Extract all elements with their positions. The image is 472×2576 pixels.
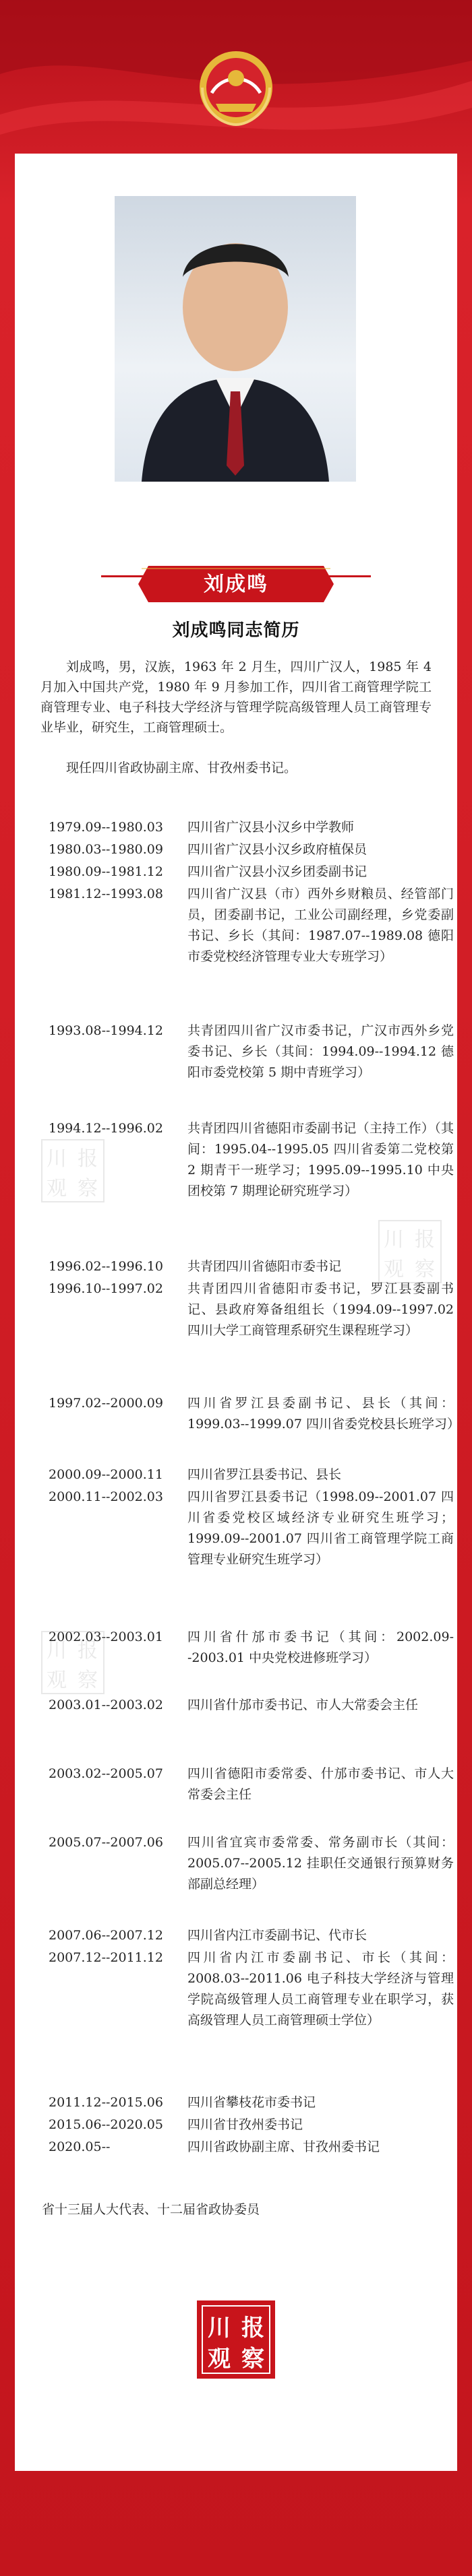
- resume-current-position: 现任四川省政协副主席、甘孜州委书记。: [66, 761, 297, 775]
- entry-date: 2020.05--: [49, 2139, 111, 2154]
- entry-desc: 共青团四川省德阳市委书记: [187, 1259, 342, 1274]
- entry-desc: 四川省内江市委副书记、代市长: [187, 1928, 367, 1943]
- entry-date: 2003.02--2005.07: [49, 1766, 163, 1781]
- entry-desc: 四川省罗江县委书记、县长: [187, 1467, 342, 1482]
- entry-date: 2011.12--2015.06: [49, 2095, 163, 2110]
- entry-desc: 四川省罗江县委书记（1998.09--2001.07 四川省委党校区域经济专业研究生班学习；1999.09--2001.07 四川省工商管理学院工商管理专业研究生班学习）: [187, 1489, 454, 1567]
- svg-text:观: 观: [384, 1258, 404, 1281]
- entry-desc: 四川省宜宾市委常委、常务副市长（其间：2005.07--2005.12 挂职任交通银行预算财务部副总经理）: [187, 1835, 454, 1892]
- cppcc-emblem-icon: [196, 47, 276, 128]
- entry-date: 2015.06--2020.05: [49, 2117, 163, 2132]
- entry-date: 2005.07--2007.06: [49, 1835, 163, 1850]
- svg-text:察: 察: [78, 1177, 98, 1200]
- entry-desc: 四川省罗江县委副书记、县长（其间：1999.03--1999.07 四川省委党校县长班学习）: [187, 1396, 461, 1431]
- svg-text:川: 川: [47, 1639, 67, 1663]
- person-name: 刘成鸣: [204, 573, 268, 596]
- entry-date: 1996.02--1996.10: [49, 1259, 163, 1274]
- entry-date: 1996.10--1997.02: [49, 1281, 163, 1296]
- svg-text:川: 川: [208, 2315, 231, 2342]
- entry-desc: 四川省攀枝花市委书记: [187, 2095, 316, 2110]
- portrait-illustration: [115, 196, 356, 482]
- entry-date: 1980.09--1981.12: [49, 864, 163, 879]
- entry-date: 2003.01--2003.02: [49, 1698, 163, 1712]
- portrait-photo: [115, 196, 356, 482]
- entry-date: 1979.09--1980.03: [49, 820, 163, 835]
- svg-text:报: 报: [241, 2315, 264, 2342]
- svg-text:报: 报: [415, 1228, 435, 1252]
- entry-desc: 共青团四川省广汉市委书记，广汉市西外乡党委书记、乡长（其间：1994.09--1994.12 德阳市委党校第 5 期中青班学习）: [187, 1023, 454, 1080]
- watermark-logo-icon: [378, 1219, 442, 1284]
- entry-desc: 四川省广汉县小汉乡中学教师: [187, 820, 355, 835]
- svg-text:川: 川: [47, 1147, 67, 1171]
- footer-note: 省十三届人大代表、十二届省政协委员: [42, 2202, 260, 2217]
- entry-desc: 四川省甘孜州委书记: [187, 2117, 303, 2132]
- entry-desc: 四川省什邡市委书记（其间：2002.09--2003.01 中央党校进修班学习）: [187, 1630, 454, 1665]
- watermark-logo-icon: [40, 1630, 105, 1695]
- entry-desc: 四川省政协副主席、甘孜州委书记: [187, 2139, 380, 2154]
- entry-desc: 四川省广汉县小汉乡团委副书记: [187, 864, 367, 879]
- entry-date: 1994.12--1996.02: [49, 1121, 163, 1136]
- entry-date: 1997.02--2000.09: [49, 1396, 163, 1411]
- entry-date: 2000.11--2002.03: [49, 1489, 163, 1504]
- entry-date: 2002.03--2003.01: [49, 1630, 163, 1644]
- svg-text:察: 察: [415, 1258, 435, 1281]
- entry-desc: 四川省广汉县小汉乡政府植保员: [187, 842, 367, 857]
- svg-text:川: 川: [384, 1228, 404, 1252]
- entry-desc: 共青团四川省德阳市委书记，罗江县委副书记、县政府筹备组组长（1994.09--1997.02 四川大学工商管理系研究生课程班学习）: [187, 1281, 454, 1338]
- chuanbao-seal-icon: [197, 2300, 275, 2379]
- svg-text:察: 察: [78, 1669, 98, 1692]
- entry-date: 1993.08--1994.12: [49, 1023, 163, 1038]
- entry-date: 2000.09--2000.11: [49, 1467, 163, 1482]
- entry-date: 2007.06--2007.12: [49, 1928, 163, 1943]
- entry-date: 1981.12--1993.08: [49, 887, 163, 901]
- entry-date: 2007.12--2011.12: [49, 1950, 163, 1965]
- svg-text:观: 观: [208, 2346, 231, 2373]
- entry-desc: 四川省德阳市委常委、什邡市委书记、市人大常委会主任: [187, 1766, 454, 1802]
- entry-date: 1980.03--1980.09: [49, 842, 163, 857]
- entry-desc: 共青团四川省德阳市委副书记（主持工作）（其间：1995.04--1995.05 四川省委第二党校第 2 期青干一班学习；1995.09--1995.10 中央团校第 7 期理论研究班学习）: [187, 1121, 454, 1198]
- watermark-logo-icon: [40, 1138, 105, 1203]
- entry-desc: 四川省广汉县（市）西外乡财粮员、经管部门员，团委副书记，工业公司副经理，乡党委副书记、乡长（其间：1987.07--1989.08 德阳市委党校经济管理专业大专班学习）: [187, 887, 454, 964]
- entry-desc: 四川省内江市委副书记、市长（其间：2008.03--2011.06 电子科技大学经济与管理学院高级管理人员工商管理专业在职学习，获高级管理人员工商管理硕士学位）: [187, 1950, 454, 2028]
- resume-intro: 刘成鸣，男，汉族，1963 年 2 月生，四川广汉人，1985 年 4 月加入中国共产党，1980 年 9 月参加工作，四川省工商管理学院工商管理专业、电子科技大学经济与管理学院高级管理人员工商管理专业毕业，研究生，工商管理硕士。: [40, 659, 432, 735]
- resume-title: 刘成鸣同志简历: [172, 620, 300, 641]
- svg-text:报: 报: [78, 1639, 98, 1663]
- entry-desc: 四川省什邡市委书记、市人大常委会主任: [187, 1698, 419, 1712]
- svg-text:观: 观: [47, 1177, 67, 1200]
- svg-text:观: 观: [47, 1669, 67, 1692]
- svg-text:察: 察: [241, 2346, 264, 2373]
- svg-text:报: 报: [78, 1147, 98, 1171]
